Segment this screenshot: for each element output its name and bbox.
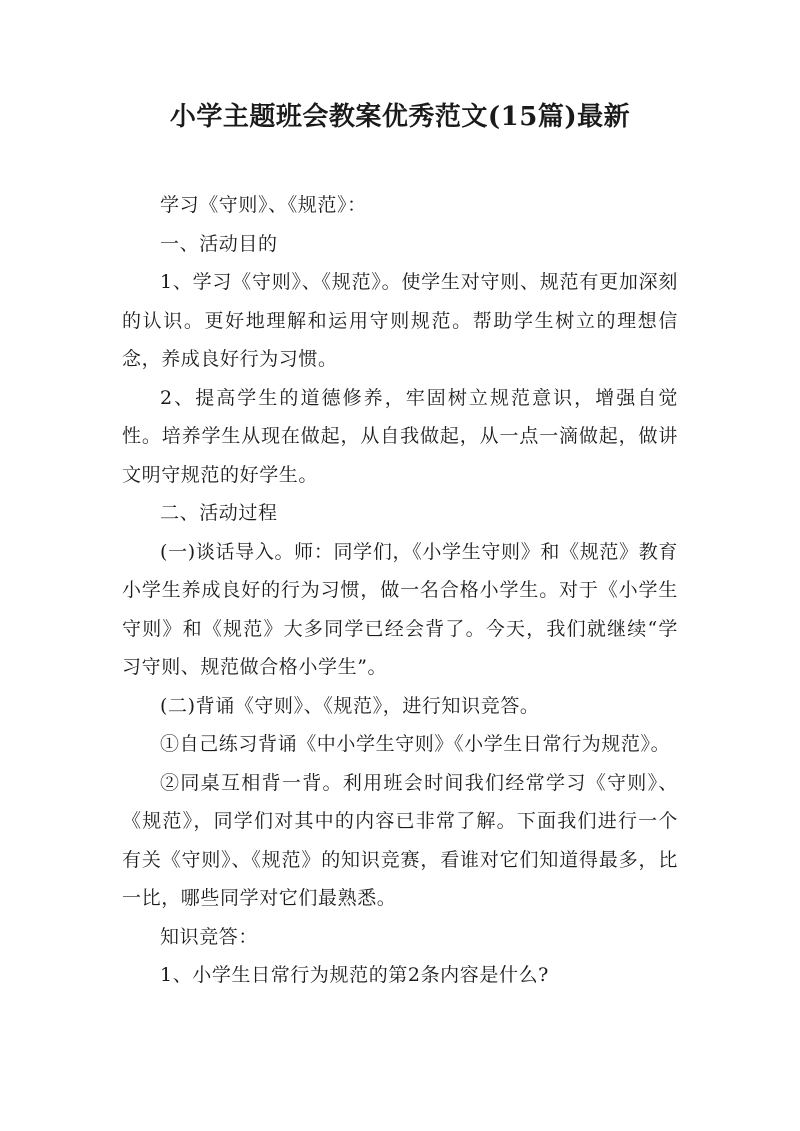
paragraph-quiz-heading: 知识竞答： [160,925,259,948]
paragraph-goal-1: 1、学习《守则》、《规范》。使学生对守则、规范有更加深刻的认识。更好地理解和运用守则规范。帮助学生树立的理想信念，养成良好行为习惯。 [122,271,678,370]
document-title: 小学主题班会教案优秀范文(15篇)最新 [169,102,631,132]
paragraph-intro: (一)谈话导入。师：同学们，《小学生守则》和《规范》教育小学生养成良好的行为习惯，做一名合格小学生。对于《小学生守则》和《规范》大多同学已经会背了。今天，我们就继续“学习守则、规范做合格小学生”。 [122,540,678,678]
section-heading-process: 二、活动过程 [160,502,278,524]
paragraph-step-2: ②同桌互相背一背。利用班会时间我们经常学习《守则》、《规范》，同学们对其中的内容已非常了解。下面我们进行一个有关《守则》、《规范》的知识竞赛，看谁对它们知道得最多，比一比，哪些同学对它们最熟悉。 [122,771,678,909]
paragraph-question-1: 1、小学生日常行为规范的第2条内容是什么? [160,964,549,986]
paragraph-goal-2: 2、提高学生的道德修养，牢固树立规范意识，增强自觉性。培养学生从现在做起，从自我做起，从一点一滴做起，做讲文明守规范的好学生。 [122,386,678,486]
section-heading-goals: 一、活动目的 [160,232,278,255]
document-body [122,186,678,995]
paragraph-study-heading: 学习《守则》、《规范》： [160,194,367,216]
paragraph-recite: (二)背诵《守则》、《规范》，进行知识竞答。 [160,694,540,717]
paragraph-step-1: ①自己练习背诵《中小学生守则》《小学生日常行为规范》。 [160,733,671,755]
